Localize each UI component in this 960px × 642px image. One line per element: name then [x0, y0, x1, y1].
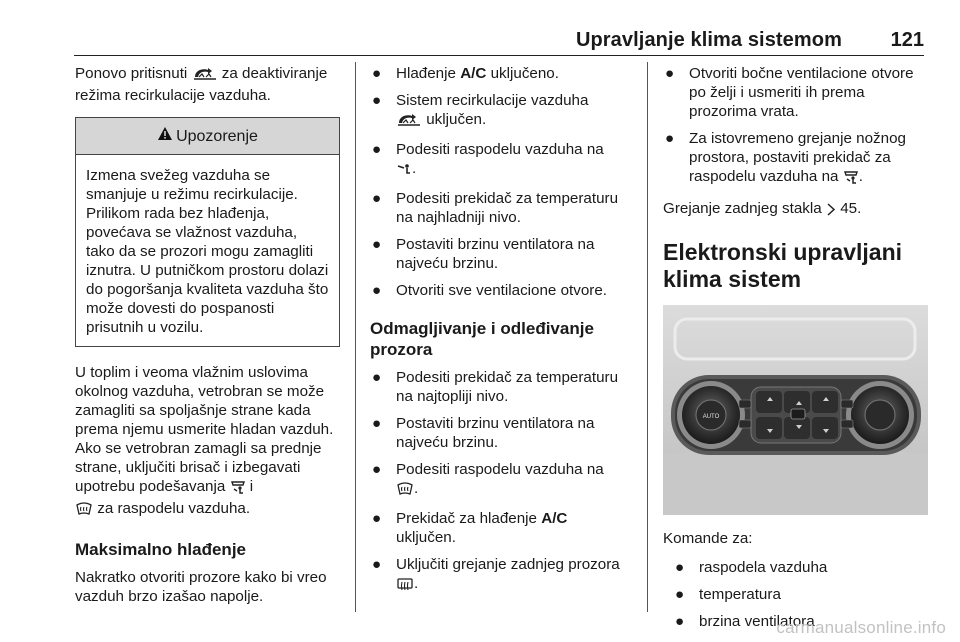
warning-text: Izmena svežeg vazduha se smanjuje u režimu recirkulacije. Prilikom rada bez hlađenja, povećava se vlažnost vazduha, tako da se prozori mogu zamagliti iznutra. U putničkom prostoru dolazi do pogoršanja kvaliteta vazduha što može dovesti do pospanosti prisutnih u vozilu. — [86, 167, 329, 336]
list-item: ● Za istovremeno grejanje nožnog prostora, postaviti prekidač za raspodelu vazduha na . — [663, 129, 928, 189]
list-item: ● raspodela vazduha — [675, 559, 828, 576]
column-3 — [663, 64, 928, 639]
column-1 — [75, 64, 340, 618]
defog-heading: Odmagljivanje i odleđivanje prozora — [370, 319, 594, 359]
max-cooling-heading: Maksimalno hlađenje — [75, 540, 246, 559]
list-item: ● Postaviti brzinu ventilatora na najveću brzinu. — [372, 236, 595, 272]
list-item: ● Otvoriti sve ventilacione otvore. — [372, 282, 608, 299]
air-distribution-windscreen-footwell-icon — [843, 170, 859, 189]
watermark: carmanualsonline.info — [776, 618, 946, 637]
header-rule — [74, 55, 924, 56]
reference-paragraph: Grejanje zadnjeg stakla 45. — [663, 199, 928, 221]
column-divider-1 — [355, 62, 356, 612]
list-item: ● Prekidač za hlađenje A/C uključen. — [372, 510, 568, 546]
list-item: ● Otvoriti bočne ventilacione otvore po želji i usmeriti ih prema prozorima vrata. — [665, 65, 914, 120]
list-item: ● Sistem recirkulacije vazduha uključen. — [370, 91, 635, 132]
list-item: ● temperatura — [675, 586, 781, 603]
controls-intro: Komande za: — [663, 530, 753, 547]
max-cooling-paragraph: Nakratko otvoriti prozore kako bi vreo vazduh brzo izašao napolje. — [75, 569, 327, 605]
recirculation-icon — [192, 67, 218, 86]
column-2 — [370, 64, 635, 604]
list-item: ● Hlađenje A/C uključeno. — [372, 65, 559, 82]
air-distribution-head-icon — [396, 162, 412, 181]
windscreen-defrost-icon — [396, 482, 414, 501]
page-header-title: Upravljanje klima sistemom — [575, 29, 842, 51]
warning-title: Upozorenje — [176, 127, 258, 145]
warning-triangle-icon — [157, 126, 173, 146]
auto-button-label: AUTO — [702, 414, 720, 420]
page-number: 121 — [890, 29, 924, 51]
list-item: ● Podesiti raspodelu vazduha na . — [370, 460, 635, 501]
air-distribution-windscreen-footwell-icon — [230, 480, 246, 499]
list-item: ● Postaviti brzinu ventilatora na najveću brzinu. — [372, 415, 595, 451]
humidity-paragraph: U toplim i veoma vlažnim uslovima okolnog vazduha, vetrobran se može zamagliti sa spoljašnje strane kada prema njemu usmerite hladan vazduh. Ako se vetrobran zamagli sa prednje strane, uključiti brisač i izbegavati upotrebu podešavanja i za raspodelu vazduha. — [75, 363, 340, 521]
list-item: ● Uključiti grejanje zadnjeg prozora . — [370, 555, 635, 596]
list-item: ● Podesiti prekidač za temperaturu na najtopliji nivo. — [372, 369, 619, 405]
climate-control-panel-image — [663, 305, 928, 515]
windscreen-defrost-icon — [75, 502, 93, 521]
list-item: ● Podesiti prekidač za temperaturu na najhladniji nivo. — [372, 190, 619, 226]
intro-paragraph: Ponovo pritisnuti za deaktiviranje režima recirkulacije vazduha. — [75, 65, 328, 104]
warning-header — [76, 118, 339, 155]
list-item: ● Podesiti raspodelu vazduha na . — [370, 140, 635, 181]
recirculation-icon — [396, 113, 422, 132]
page-reference-icon — [826, 202, 836, 221]
column-divider-2 — [647, 62, 648, 612]
rear-window-heating-icon — [396, 577, 414, 596]
list-item: ● brzina ventilatora — [675, 613, 815, 630]
section-heading: Elektronski upravljani klima sistem — [663, 239, 903, 292]
warning-box — [75, 117, 340, 347]
